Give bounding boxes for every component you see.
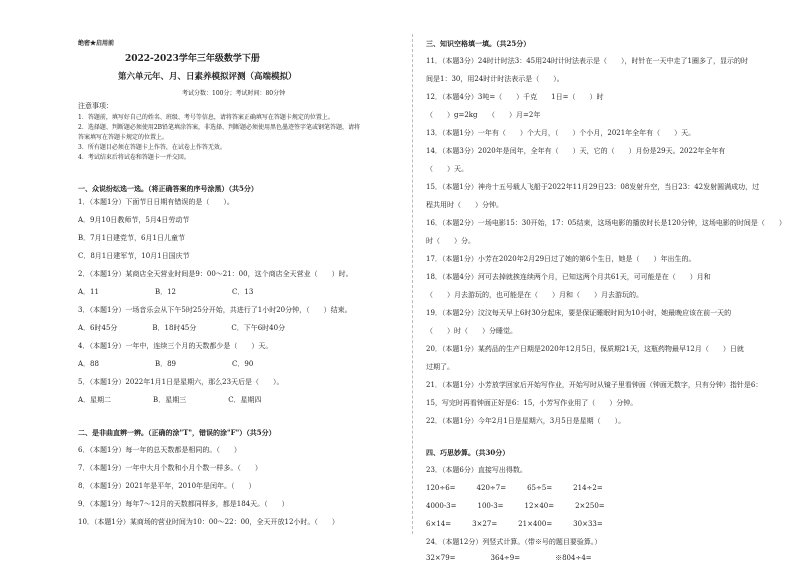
question-line: 3．（本题1分）一场音乐会从下午5时25分开始，共进行了1小时20分钟，（ ）结束。	[78, 306, 352, 314]
exam-info: 考试分数：100分；考试时间：80分钟	[182, 90, 286, 97]
notice-item: 4．考试结束后将试卷和答题卡一并交回。	[78, 154, 190, 161]
option-line: A．6时45分 B．18时45分 C．下午6时40分	[78, 324, 286, 332]
question-line: 11．（本题3分）24时计时法3：45用24时计时法表示是（ ），时针在一天中走了1圈多了，显示的时	[426, 57, 748, 65]
exam-subtitle: 第六单元年、月、日素养模拟评测（高端模拟）	[118, 72, 297, 82]
question-line: 间是1：30，用24时计时法表示是（ ）。	[426, 75, 564, 83]
question-line: 15．（本题1分）神舟十五号载人飞船于2022年11月29日23：08发射升空，当日23：42发射圆满成功，过	[426, 183, 760, 191]
question-line: （ ）g=2kg （ ）月=2年	[426, 111, 541, 119]
question-line: 24．（本题12分）列竖式计算。（带※号的题目要验算。）	[426, 538, 602, 546]
option-line: A．星期二 B．星期三 C．星期四	[78, 396, 262, 404]
question-line: 15，写完时再看钟面正好是6：15，小芳写作业用了（ ）分钟。	[426, 399, 638, 407]
question-line: 8．（本题1分）2021年是平年，2010年是闰年。（ ）	[78, 482, 256, 490]
option-line: B．7月1日建党节，6月1日儿童节	[78, 234, 185, 242]
question-line: 9．（本题1分）每年7～12月的天数都同样多，都是184天。（ ）	[78, 500, 289, 508]
question-line: 22．（本题1分）今年2月1日是星期六，3月5日是星期（ ）。	[426, 417, 626, 425]
question-line: 6．（本题1分）每一年的总天数都是相同的。（ ）	[78, 446, 241, 454]
column-divider	[412, 34, 413, 534]
question-line: 17．（本题1分）小芳在2020年2月29日过了她的第6个生日，她是（ ）年出生的。	[426, 255, 696, 263]
question-line: 21．（本题1分）小芳放学回家后开始写作业，开始写时从镜子里看钟面（钟面无数字，只有分钟）指针是6：	[426, 381, 763, 389]
exam-title: 2022-2023学年三年级数学下册	[125, 54, 260, 64]
question-line: 14．（本题3分）2020年是闰年，全年有（ ）天，它的（ ）月份是29天。2022年全年有	[426, 147, 726, 155]
question-line: 18．（本题4分）河可去掉就挨连续两个月，已知这两个月共61天，可可能是在（ ）月和	[426, 273, 711, 281]
question-line: 4．（本题1分）一年中，连续三个月的天数都少是（ ）天。	[78, 342, 273, 350]
question-line: 23．（本题6分）直接写出得数。	[426, 466, 527, 474]
option-line: C．8月1日建军节，10月1日国庆节	[78, 252, 190, 260]
section-heading: 一、众说纷纭选一选。（将正确答案的序号涂黑）（共5分）	[78, 184, 258, 193]
notice-item: 1．答题前，填写好自己的姓名、班级、考号等信息，请将答案正确填写在答题卡规定的位置上。	[78, 114, 334, 121]
question-line: 程共用时（ ）分钟。	[426, 201, 503, 209]
question-line: 19．（本题2分）汶汶每天早上6时30分起床，要是保证睡眠时间为10小时，她最晚应该在前一天的	[426, 309, 732, 317]
secret-label: 绝密★启用前	[78, 40, 115, 47]
question-line: 16．（本题2分）一场电影15：30开始，17：05结束，这场电影的播放时长是120分钟，这场电影的时间是（ ）	[426, 219, 786, 227]
question-line: 20．（本题1分）某药品的生产日期是2020年12月5日，保质期21天，这瓶药物最早12月（ ）日就	[426, 345, 744, 353]
question-line: （ ）时（ ）分睡觉。	[426, 327, 517, 335]
calc-row: 32×79= 364÷9= ※804÷4=	[426, 554, 592, 562]
calc-row: 120÷6= 420÷7= 65÷5= 214÷2=	[426, 484, 603, 492]
question-line: （ ）天。	[426, 165, 468, 173]
option-line: A．9月10日教师节，5月4日劳动节	[78, 216, 190, 224]
question-line: 2．（本题1分）某商店全天营业时间是9：00～21：00，这个商店全天营业（ ）时。	[78, 270, 353, 278]
question-line: 10．（本题1分）某商场的营业时间为10：00～22：00，全天开放12小时。（ ）	[78, 518, 339, 526]
question-line: 5．（本题1分）2022年1月1日是星期六，那么23天后是（ ）。	[78, 378, 284, 386]
question-line: 7．（本题1分）一年中大月个数和小月个数一样多。（ ）	[78, 464, 262, 472]
option-line: A．11 B．12 C．13	[78, 288, 254, 296]
notice-item: 3．所有题目必须在答题卡上作答，在试卷上作答无效。	[78, 144, 226, 151]
question-line: 1．（本题1分）下面节日日期有错误的是（ ）。	[78, 198, 234, 206]
question-line: （ ）月去游玩的，也可能是在（ ）月和（ ）月去游玩的。	[426, 291, 643, 299]
section-heading: 四、巧思妙算。（共30分）	[426, 448, 510, 457]
question-line: 时（ ）分。	[426, 237, 475, 245]
notice-item: 答案填写在答题卡规定的位置上。	[78, 134, 169, 141]
section-heading: 二、是非曲直辨一辨。（正确的涂"T"，错误的涂"F"）（共5分）	[78, 428, 276, 437]
section-heading: 三、知识空格填一填。（共25分）	[426, 39, 531, 48]
notice-heading: 注意事项：	[78, 102, 113, 110]
question-line: 过期了。	[426, 363, 454, 371]
question-line: 12．（本题4分）3吨=（ ）千克 1日=（ ）时	[426, 93, 604, 101]
calc-row: 6×14= 3×27= 21×400= 30×33=	[426, 520, 603, 528]
calc-row: 4000-3= 100-3= 12×40= 2×250=	[426, 502, 605, 510]
question-line: 13．（本题1分）一年有（ ）个大月，（ ）个小月，2021年全年有（ ）天。	[426, 129, 696, 137]
option-line: A．88 B．89 C．90	[78, 360, 254, 368]
notice-item: 2．选择题、判断题必须使用2B铅笔填涂答案，非选择、判断题必须使用黑色墨迹签字笔或钢笔答题，请将	[78, 124, 361, 131]
